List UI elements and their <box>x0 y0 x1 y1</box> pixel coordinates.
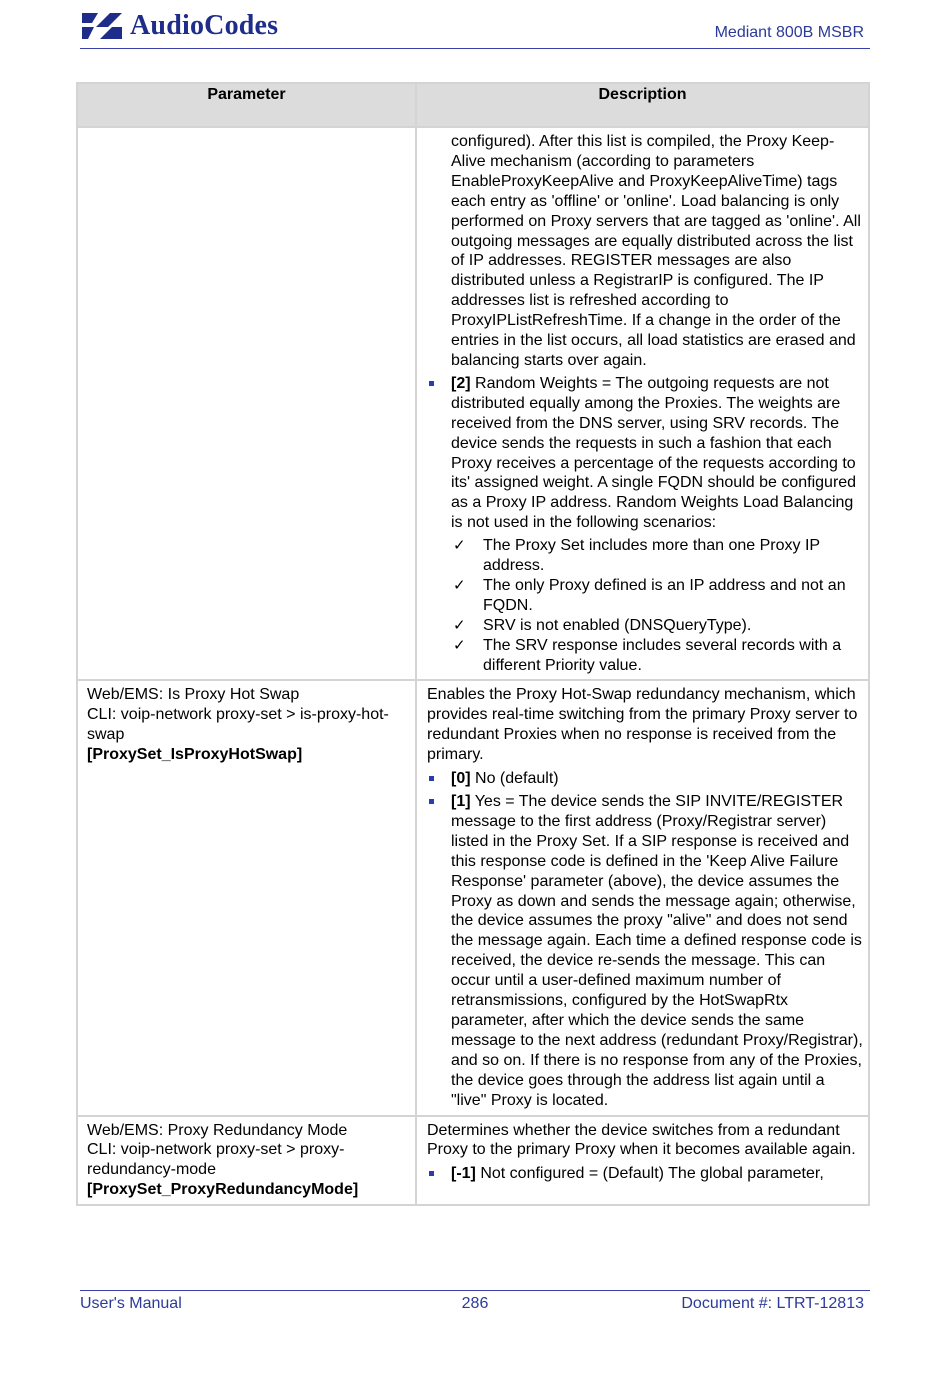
list-item <box>427 792 864 1111</box>
table-row <box>77 127 869 680</box>
table-row <box>77 1116 869 1206</box>
bullet-icon <box>429 776 434 781</box>
logo-text: AudioCodes <box>130 10 279 41</box>
list-item <box>427 769 864 789</box>
check-text: The Proxy Set includes more than one Proxy IP address. <box>483 537 820 575</box>
bullet-icon <box>429 381 434 386</box>
option-text: Yes = The device sends the SIP INVITE/REGISTER message to the first address (Proxy/Registrar server) listed in the Proxy Set. If a SIP response is received and this response code is defined in the 'Keep Alive Failure Response' parameter (above), the device assumes the Proxy as down and sends the message again; otherwise, the device assumes the proxy "alive" and does not send the message again. Each time a defined response code is received, the device re-sends the message. This can occur until a user-defined maximum number of retransmissions, configured by the HotSwapRtx parameter, after which the device sends the same message to the next address (redundant Proxy/Registrar), and so on. If there is no response from any of the Proxies, the device goes through the address list again until a "live" Proxy is located. <box>451 793 863 1109</box>
check-item <box>451 536 864 576</box>
description-intro: Enables the Proxy Hot-Swap redundancy mechanism, which provides real-time switching from the primary Proxy server to redundant Proxies when no response is received from the primary. <box>427 686 858 764</box>
check-text: The only Proxy defined is an IP address and not an FQDN. <box>483 576 846 614</box>
page-header <box>80 8 870 49</box>
checkmark-icon: ✓ <box>453 537 466 555</box>
table-header-row <box>77 83 869 127</box>
cli-command: CLI: voip-network proxy-set > is-proxy-hot-swap <box>87 706 389 744</box>
check-text: The SRV response includes several records with a different Priority value. <box>483 636 842 674</box>
web-ems-name: Web/EMS: Is Proxy Hot Swap <box>87 686 300 704</box>
column-header-parameter: Parameter <box>77 83 416 127</box>
checkmark-icon: ✓ <box>453 576 466 594</box>
check-item <box>451 616 864 636</box>
table-row <box>77 680 869 1115</box>
page-footer <box>80 1290 870 1317</box>
check-list <box>451 536 864 675</box>
checkmark-icon: ✓ <box>453 616 466 634</box>
document-number: Document #: LTRT-12813 <box>681 1295 864 1312</box>
continued-text: configured). After this list is compiled, the Proxy Keep-Alive mechanism (according to parameters EnableProxyKeepAlive and ProxyKeepAliveTime) tags each entry as 'offline' or 'online'. Load balancing is only performed on Proxy servers that are tagged as 'online'. All outgoing messages are equally distributed across the list of IP addresses. REGISTER messages are also distributed unless a RegistrarIP is configured. The IP addresses list is refreshed according to ProxyIPListRefreshTime. If a change in the order of the entries in the list occurs, all load statistics are erased and balancing starts over again. <box>451 133 861 369</box>
parameter-cell <box>77 1116 416 1206</box>
parameter-cell <box>77 127 416 680</box>
option-code: [-1] <box>451 1165 476 1183</box>
list-item <box>427 1164 864 1184</box>
parameter-cell <box>77 680 416 1115</box>
description-cell <box>416 127 869 680</box>
bullet-icon <box>429 799 434 804</box>
description-cell <box>416 1116 869 1206</box>
web-ems-name: Web/EMS: Proxy Redundancy Mode <box>87 1121 348 1139</box>
audiocodes-logo-icon <box>80 9 124 43</box>
bullet-icon <box>429 1171 434 1176</box>
ini-parameter: [ProxySet_IsProxyHotSwap] <box>87 746 303 764</box>
option-code: [0] <box>451 770 471 788</box>
option-code: [2] <box>451 374 471 392</box>
audiocodes-logo <box>80 8 278 44</box>
option-text: No (default) <box>470 770 559 788</box>
ini-parameter: [ProxySet_ProxyRedundancyMode] <box>87 1181 359 1199</box>
option-text: Not configured = (Default) The global parameter, <box>475 1165 824 1183</box>
page-number: 286 <box>461 1295 489 1312</box>
check-item <box>451 636 864 676</box>
list-item <box>427 374 864 676</box>
column-header-description: Description <box>416 83 869 127</box>
parameter-table <box>76 82 870 1206</box>
description-cell <box>416 680 869 1115</box>
check-item <box>451 576 864 616</box>
footer-manual-title: User's Manual <box>80 1295 182 1312</box>
checkmark-icon: ✓ <box>453 636 466 654</box>
check-text: SRV is not enabled (DNSQueryType). <box>483 616 752 634</box>
option-code: [1] <box>451 793 471 810</box>
document-title: Mediant 800B MSBR <box>714 24 864 41</box>
description-intro: Determines whether the device switches from a redundant Proxy to the primary Proxy when it becomes available again. <box>427 1121 856 1159</box>
option-text: Random Weights = The outgoing requests are not distributed equally among the Proxies. The weights are received from the DNS server, using SRV records. The device sends the requests in such a fashion that each Proxy receives a percentage of the requests according to its' assigned weight. A single FQDN should be configured as a Proxy IP address. Random Weights Load Balancing is not used in the following scenarios: <box>451 374 857 532</box>
cli-command: CLI: voip-network proxy-set > proxy-redundancy-mode <box>87 1141 345 1179</box>
